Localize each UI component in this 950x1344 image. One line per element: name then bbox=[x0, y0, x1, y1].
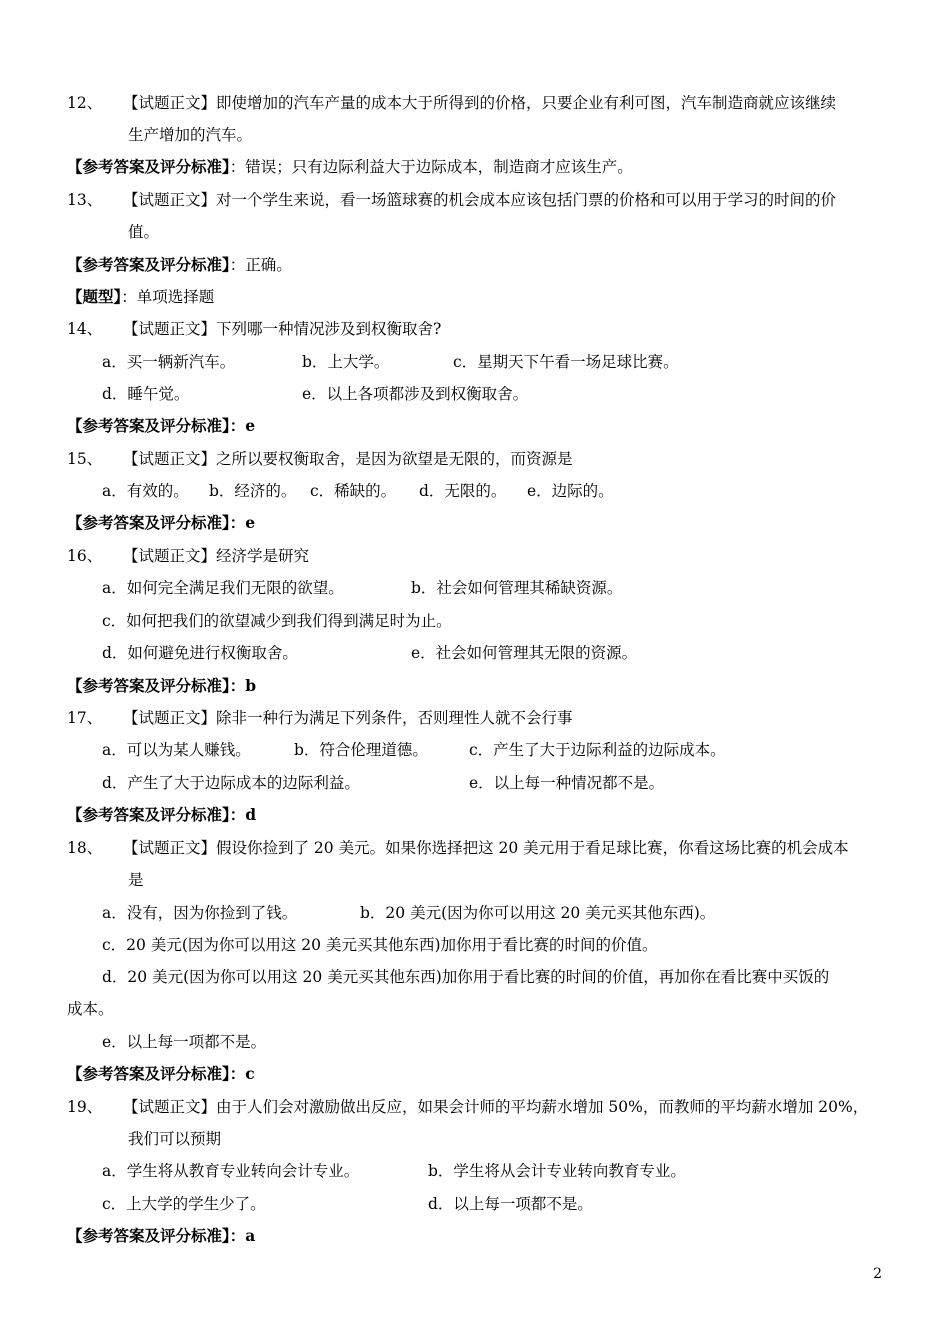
option-d: d．20 美元(因为你可以用这 20 美元买其他东西)加你用于看比赛的时间的价值，再加你在看比赛中买饭的 bbox=[102, 968, 830, 986]
option-e: e．以上每一种情况都不是。 bbox=[469, 774, 665, 792]
question-stem-continued: 生产增加的汽车。 bbox=[128, 126, 253, 144]
answer-line bbox=[67, 676, 256, 696]
option-d-continued: 成本。 bbox=[67, 1000, 114, 1018]
option-b: b．学生将从会计专业转向教育专业。 bbox=[428, 1162, 686, 1180]
answer-label: 【参考答案及评分标准】 bbox=[67, 1226, 230, 1245]
answer-label: 【参考答案及评分标准】 bbox=[67, 1064, 230, 1083]
option-a: a．学生将从教育专业转向会计专业。 bbox=[102, 1162, 360, 1180]
question-stem: 【试题正文】之所以要权衡取舍，是因为欲望是无限的，而资源是 bbox=[123, 450, 573, 468]
section-type-label: 【题型】 bbox=[67, 287, 122, 306]
question-number: 18、 bbox=[67, 839, 103, 857]
question-number: 19、 bbox=[67, 1098, 103, 1116]
question-number: 16、 bbox=[67, 547, 103, 565]
answer-label: 【参考答案及评分标准】 bbox=[67, 805, 230, 824]
page-number: 2 bbox=[873, 1266, 882, 1282]
option-a: a．没有，因为你捡到了钱。 bbox=[102, 904, 298, 922]
option-c: c．星期天下午看一场足球比赛。 bbox=[453, 353, 679, 371]
question-stem: 【试题正文】由于人们会对激励做出反应，如果会计师的平均薪水增加 50%，而教师的平均薪水增加 20%， bbox=[123, 1098, 869, 1116]
answer-value: ：a bbox=[229, 1226, 256, 1245]
option-d: d．无限的。 bbox=[419, 482, 507, 500]
question-number: 17、 bbox=[67, 709, 103, 727]
answer-value: ：正确。 bbox=[229, 256, 292, 274]
answer-value: ：b bbox=[229, 676, 257, 695]
option-b: b．社会如何管理其稀缺资源。 bbox=[411, 579, 623, 597]
question-stem-continued: 值。 bbox=[128, 223, 160, 241]
answer-label: 【参考答案及评分标准】 bbox=[67, 416, 230, 435]
option-e: e．以上每一项都不是。 bbox=[102, 1033, 267, 1051]
question-number: 12、 bbox=[67, 94, 103, 112]
answer-label: 【参考答案及评分标准】 bbox=[67, 255, 230, 274]
option-b: b．20 美元(因为你可以用这 20 美元买其他东西)。 bbox=[360, 904, 716, 922]
answer-value: ：错误；只有边际利益大于边际成本，制造商才应该生产。 bbox=[229, 158, 633, 176]
question-stem: 【试题正文】经济学是研究 bbox=[123, 547, 310, 565]
question-number: 15、 bbox=[67, 450, 103, 468]
option-d: d．产生了大于边际成本的边际利益。 bbox=[102, 774, 360, 792]
question-stem: 【试题正文】假设你捡到了 20 美元。如果你选择把这 20 美元用于看足球比赛，你看这场比赛的机会成本 bbox=[123, 839, 849, 857]
answer-line bbox=[67, 1226, 255, 1246]
question-stem: 【试题正文】对一个学生来说，看一场篮球赛的机会成本应该包括门票的价格和可以用于学习的时间的价 bbox=[123, 191, 837, 209]
question-number: 13、 bbox=[67, 191, 103, 209]
question-stem-continued: 我们可以预期 bbox=[128, 1130, 222, 1148]
answer-line bbox=[67, 1064, 255, 1084]
option-a: a．买一辆新汽车。 bbox=[102, 353, 236, 371]
option-e: e．边际的。 bbox=[527, 482, 614, 500]
question-stem: 【试题正文】下列哪一种情况涉及到权衡取舍? bbox=[123, 320, 442, 338]
option-c: c．20 美元(因为你可以用这 20 美元买其他东西)加你用于看比赛的时间的价值。 bbox=[102, 936, 658, 954]
option-d: d．以上每一项都不是。 bbox=[428, 1195, 593, 1213]
option-d: d．睡午觉。 bbox=[102, 385, 190, 403]
option-a: a．如何完全满足我们无限的欲望。 bbox=[102, 579, 344, 597]
option-c: c．稀缺的。 bbox=[310, 482, 397, 500]
section-type-value: ：单项选择题 bbox=[121, 288, 215, 306]
option-b: b．符合伦理道德。 bbox=[294, 741, 428, 759]
option-a: a．有效的。 bbox=[102, 482, 189, 500]
section-type bbox=[67, 287, 214, 307]
answer-value: ：c bbox=[229, 1064, 255, 1083]
option-e: e．以上各项都涉及到权衡取舍。 bbox=[302, 385, 529, 403]
answer-line bbox=[67, 416, 255, 436]
answer-label: 【参考答案及评分标准】 bbox=[67, 513, 230, 532]
answer-value: ：d bbox=[229, 805, 257, 824]
option-b: b．上大学。 bbox=[302, 353, 390, 371]
question-stem: 【试题正文】除非一种行为满足下列条件，否则理性人就不会行事 bbox=[123, 709, 573, 727]
answer-value: ：e bbox=[229, 416, 256, 435]
answer-line bbox=[67, 513, 255, 533]
question-stem-continued: 是 bbox=[128, 871, 144, 889]
question-stem: 【试题正文】即使增加的汽车产量的成本大于所得到的价格，只要企业有利可图，汽车制造商就应该继续 bbox=[123, 94, 837, 112]
option-b: b．经济的。 bbox=[209, 482, 297, 500]
answer-label: 【参考答案及评分标准】 bbox=[67, 157, 230, 176]
option-d: d．如何避免进行权衡取舍。 bbox=[102, 644, 298, 662]
option-c: c．上大学的学生少了。 bbox=[102, 1195, 266, 1213]
option-c: c．如何把我们的欲望减少到我们得到满足时为止。 bbox=[102, 612, 452, 630]
answer-value: ：e bbox=[229, 513, 256, 532]
option-a: a．可以为某人赚钱。 bbox=[102, 741, 251, 759]
answer-line bbox=[67, 255, 292, 275]
answer-line bbox=[67, 805, 256, 825]
answer-line bbox=[67, 157, 633, 177]
option-c: c．产生了大于边际利益的边际成本。 bbox=[469, 741, 726, 759]
question-number: 14、 bbox=[67, 320, 103, 338]
answer-label: 【参考答案及评分标准】 bbox=[67, 676, 230, 695]
option-e: e．社会如何管理其无限的资源。 bbox=[411, 644, 638, 662]
